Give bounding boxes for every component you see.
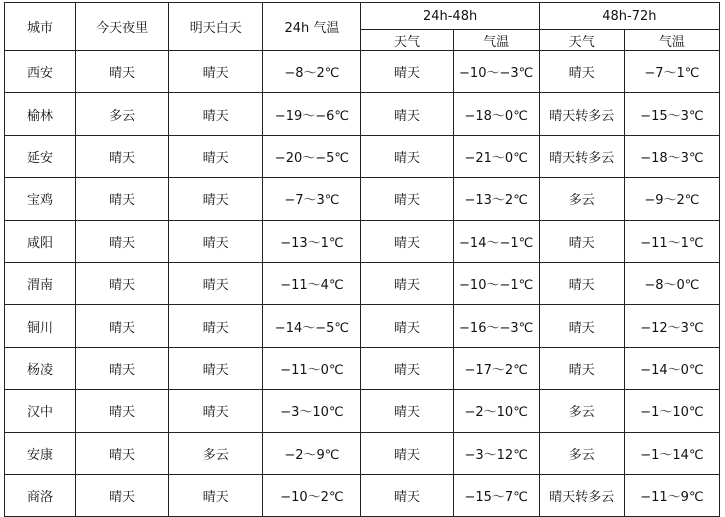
cell-weather-48: 晴天 (361, 305, 453, 347)
cell-weather-72: 晴天转多云 (539, 93, 624, 135)
cell-weather-72: 多云 (539, 390, 624, 432)
cell-weather-48: 晴天 (361, 347, 453, 389)
table-row (5, 51, 720, 93)
cell-temp-72: −8～0℃ (624, 262, 719, 304)
cell-tonight: 晴天 (76, 305, 169, 347)
cell-temp-72: −11～9℃ (624, 474, 719, 516)
forecast-table (4, 2, 720, 517)
table-row (5, 135, 720, 177)
header-group-48-72: 48h-72h (539, 3, 719, 30)
cell-temp-48: −18～0℃ (453, 93, 539, 135)
cell-city: 渭南 (5, 262, 76, 304)
cell-temp-72: −9～2℃ (624, 178, 719, 220)
cell-tomorrow: 晴天 (169, 390, 263, 432)
cell-city: 咸阳 (5, 220, 76, 262)
cell-temp-72: −1～10℃ (624, 390, 719, 432)
cell-weather-48: 晴天 (361, 262, 453, 304)
table-row (5, 432, 720, 474)
cell-city: 安康 (5, 432, 76, 474)
cell-weather-48: 晴天 (361, 432, 453, 474)
cell-temp-48: −2～10℃ (453, 390, 539, 432)
header-temperature-48: 气温 (453, 30, 539, 51)
cell-city: 西安 (5, 51, 76, 93)
cell-temp-48: −17～2℃ (453, 347, 539, 389)
cell-weather-72: 多云 (539, 178, 624, 220)
cell-temp-48: −10～−1℃ (453, 262, 539, 304)
header-tomorrow-day: 明天白天 (169, 3, 263, 51)
cell-tomorrow: 晴天 (169, 178, 263, 220)
cell-temp-72: −12～3℃ (624, 305, 719, 347)
cell-temp-48: −14～−1℃ (453, 220, 539, 262)
cell-tonight: 晴天 (76, 51, 169, 93)
cell-temp-24h: −20～−5℃ (263, 135, 361, 177)
cell-temp-72: −7～1℃ (624, 51, 719, 93)
cell-tonight: 晴天 (76, 178, 169, 220)
cell-weather-72: 晴天 (539, 51, 624, 93)
table-row (5, 474, 720, 516)
cell-temp-72: −18～3℃ (624, 135, 719, 177)
cell-tomorrow: 晴天 (169, 305, 263, 347)
table-row (5, 220, 720, 262)
table-row (5, 262, 720, 304)
cell-temp-48: −3～12℃ (453, 432, 539, 474)
cell-temp-72: −15～3℃ (624, 93, 719, 135)
header-group-24-48: 24h-48h (361, 3, 539, 30)
cell-weather-72: 晴天转多云 (539, 474, 624, 516)
cell-tomorrow: 晴天 (169, 262, 263, 304)
cell-weather-48: 晴天 (361, 51, 453, 93)
table-row (5, 347, 720, 389)
cell-city: 铜川 (5, 305, 76, 347)
cell-temp-48: −21～0℃ (453, 135, 539, 177)
cell-city: 商洛 (5, 474, 76, 516)
cell-temp-48: −10～−3℃ (453, 51, 539, 93)
cell-weather-48: 晴天 (361, 135, 453, 177)
cell-weather-72: 晴天转多云 (539, 135, 624, 177)
cell-weather-48: 晴天 (361, 474, 453, 516)
cell-weather-72: 晴天 (539, 220, 624, 262)
cell-weather-48: 晴天 (361, 390, 453, 432)
cell-weather-72: 多云 (539, 432, 624, 474)
header-city: 城市 (5, 3, 76, 51)
cell-tonight: 晴天 (76, 474, 169, 516)
cell-temp-24h: −7～3℃ (263, 178, 361, 220)
cell-temp-48: −15～7℃ (453, 474, 539, 516)
cell-temp-24h: −11～0℃ (263, 347, 361, 389)
cell-weather-48: 晴天 (361, 220, 453, 262)
cell-tomorrow: 多云 (169, 432, 263, 474)
cell-temp-48: −13～2℃ (453, 178, 539, 220)
cell-city: 宝鸡 (5, 178, 76, 220)
cell-weather-72: 晴天 (539, 305, 624, 347)
table-header (5, 3, 720, 51)
cell-weather-72: 晴天 (539, 347, 624, 389)
table-body (5, 51, 720, 517)
cell-tomorrow: 晴天 (169, 474, 263, 516)
cell-tonight: 晴天 (76, 432, 169, 474)
cell-temp-24h: −8～2℃ (263, 51, 361, 93)
header-temperature-72: 气温 (624, 30, 719, 51)
cell-tomorrow: 晴天 (169, 347, 263, 389)
cell-temp-24h: −19～−6℃ (263, 93, 361, 135)
header-tonight: 今天夜里 (76, 3, 169, 51)
header-weather-72: 天气 (539, 30, 624, 51)
cell-temp-24h: −3～10℃ (263, 390, 361, 432)
cell-temp-48: −16～−3℃ (453, 305, 539, 347)
cell-tonight: 晴天 (76, 262, 169, 304)
cell-city: 延安 (5, 135, 76, 177)
cell-temp-24h: −2～9℃ (263, 432, 361, 474)
cell-temp-24h: −11～4℃ (263, 262, 361, 304)
cell-weather-48: 晴天 (361, 93, 453, 135)
cell-tomorrow: 晴天 (169, 93, 263, 135)
cell-tomorrow: 晴天 (169, 51, 263, 93)
cell-temp-72: −1～14℃ (624, 432, 719, 474)
table-row (5, 93, 720, 135)
table-row (5, 305, 720, 347)
cell-city: 榆林 (5, 93, 76, 135)
cell-temp-72: −14～0℃ (624, 347, 719, 389)
cell-weather-48: 晴天 (361, 178, 453, 220)
header-weather-48: 天气 (361, 30, 453, 51)
cell-temp-24h: −13～1℃ (263, 220, 361, 262)
cell-weather-72: 晴天 (539, 262, 624, 304)
cell-tonight: 晴天 (76, 347, 169, 389)
cell-tonight: 晴天 (76, 390, 169, 432)
cell-city: 杨凌 (5, 347, 76, 389)
cell-tonight: 多云 (76, 93, 169, 135)
cell-city: 汉中 (5, 390, 76, 432)
cell-temp-24h: −14～−5℃ (263, 305, 361, 347)
table-row (5, 178, 720, 220)
cell-temp-24h: −10～2℃ (263, 474, 361, 516)
cell-temp-72: −11～1℃ (624, 220, 719, 262)
table-row (5, 390, 720, 432)
cell-tomorrow: 晴天 (169, 220, 263, 262)
cell-tomorrow: 晴天 (169, 135, 263, 177)
cell-tonight: 晴天 (76, 220, 169, 262)
cell-tonight: 晴天 (76, 135, 169, 177)
header-temp-24h: 24h 气温 (263, 3, 361, 51)
